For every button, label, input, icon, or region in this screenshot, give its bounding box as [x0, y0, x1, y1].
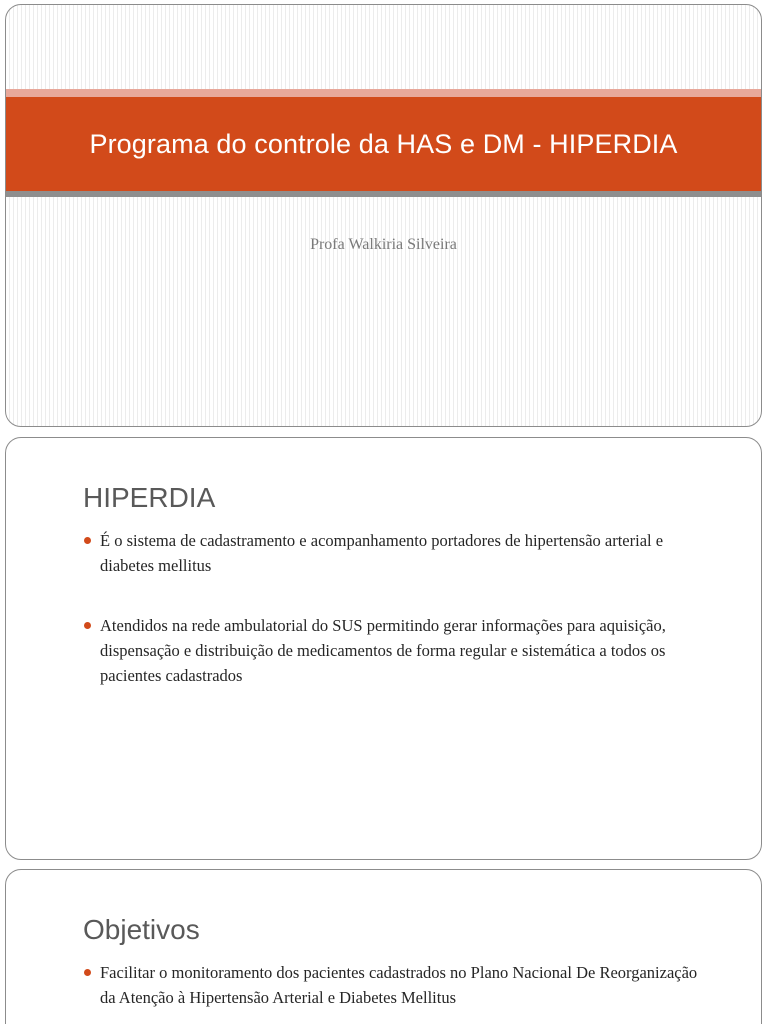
bullet-text: Atendidos na rede ambulatorial do SUS permitindo gerar informações para aquisição, dispensação e distribuição de medicamentos de forma regular e sistemática a todos os pacientes cadastrados: [100, 616, 666, 685]
bullet-text: Facilitar o monitoramento dos pacientes cadastrados no Plano Nacional De Reorganização da Atenção à Hipertensão Arterial e Diabetes Mellitus: [100, 963, 698, 1007]
bullet-list: [84, 960, 704, 1010]
list-item: [84, 528, 704, 578]
title-band: [6, 97, 761, 191]
bullet-dot-icon: [84, 537, 91, 544]
slide-objetivos: [5, 869, 762, 1024]
bullet-dot-icon: [84, 969, 91, 976]
title-band-bottom-stripe: [6, 191, 761, 197]
slide-heading: Objetivos: [83, 914, 200, 945]
bullet-dot-icon: [84, 622, 91, 629]
slide-title: [5, 4, 762, 427]
title-band-top-stripe: [6, 89, 761, 97]
bullet-text: É o sistema de cadastramento e acompanhamento portadores de hipertensão arterial e diabetes mellitus: [100, 531, 664, 575]
slide-hiperdia: [5, 437, 762, 860]
list-item: [84, 613, 704, 688]
slide-heading: HIPERDIA: [83, 482, 216, 513]
presentation-title: Programa do controle da HAS e DM - HIPERDIA: [89, 128, 678, 159]
bullet-list: [84, 528, 704, 688]
list-item: [84, 960, 704, 1010]
presentation-subtitle: Profa Walkiria Silveira: [310, 236, 457, 253]
